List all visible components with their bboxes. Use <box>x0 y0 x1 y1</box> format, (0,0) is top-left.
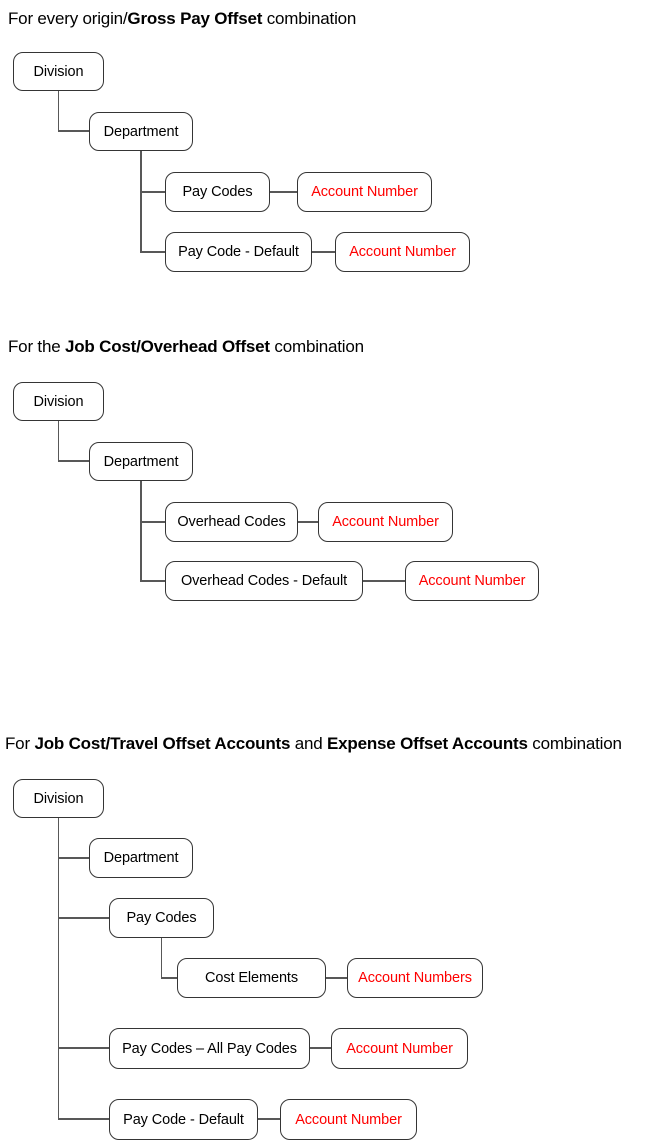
node-account-number: Account Number <box>335 232 470 272</box>
heading-bold-text: Expense Offset Accounts <box>327 734 528 753</box>
heading-text: For every origin/ <box>8 9 128 28</box>
connector-line <box>58 818 60 1119</box>
heading-bold-text: Job Cost/Travel Offset Accounts <box>34 734 291 753</box>
connector-line <box>140 191 165 193</box>
heading-text: For the <box>8 337 65 356</box>
node-division: Division <box>13 779 104 818</box>
node-cost-elements: Cost Elements <box>177 958 326 998</box>
node-account-number: Account Number <box>297 172 432 212</box>
heading-bold-text: Job Cost/Overhead Offset <box>64 337 270 356</box>
connector-line <box>312 251 335 253</box>
node-division: Division <box>13 382 104 421</box>
connector-line <box>258 1118 280 1120</box>
connector-line <box>363 580 405 582</box>
connector-line <box>58 91 60 131</box>
node-overhead-codes-default: Overhead Codes - Default <box>165 561 363 601</box>
heading-gross-pay-offset <box>8 9 356 29</box>
connector-line <box>140 580 165 582</box>
node-pay-code-default: Pay Code - Default <box>165 232 312 272</box>
node-account-number: Account Number <box>405 561 539 601</box>
heading-bold-text: Gross Pay Offset <box>127 9 263 28</box>
node-division: Division <box>13 52 104 91</box>
heading-text: combination <box>527 734 622 753</box>
connector-line <box>58 130 90 132</box>
connector-line <box>310 1047 331 1049</box>
connector-line <box>58 1047 110 1049</box>
heading-overhead-offset <box>8 337 364 357</box>
connector-line <box>140 481 142 581</box>
node-account-number: Account Number <box>280 1099 417 1140</box>
node-overhead-codes: Overhead Codes <box>165 502 298 542</box>
node-department: Department <box>89 838 193 878</box>
connector-line <box>161 977 178 979</box>
node-pay-codes-all-pay-codes: Pay Codes – All Pay Codes <box>109 1028 310 1069</box>
connector-line <box>326 977 347 979</box>
connector-line <box>140 151 142 252</box>
node-pay-code-default: Pay Code - Default <box>109 1099 258 1140</box>
connector-line <box>58 1118 110 1120</box>
connector-line <box>58 460 90 462</box>
connector-line <box>270 191 297 193</box>
node-account-numbers: Account Numbers <box>347 958 483 998</box>
heading-text: combination <box>262 9 357 28</box>
heading-text: combination <box>269 337 364 356</box>
connector-line <box>58 857 90 859</box>
node-department: Department <box>89 442 193 481</box>
connector-line <box>140 521 165 523</box>
node-account-number: Account Number <box>318 502 453 542</box>
connector-line <box>298 521 318 523</box>
heading-travel-expense-offset <box>5 734 622 754</box>
heading-text: For <box>5 734 35 753</box>
node-pay-codes: Pay Codes <box>109 898 214 938</box>
heading-text: and <box>290 734 328 753</box>
node-pay-codes: Pay Codes <box>165 172 270 212</box>
connector-line <box>58 917 110 919</box>
connector-line <box>161 938 163 978</box>
connector-line <box>140 251 165 253</box>
node-account-number: Account Number <box>331 1028 468 1069</box>
node-department: Department <box>89 112 193 151</box>
connector-line <box>58 421 60 461</box>
